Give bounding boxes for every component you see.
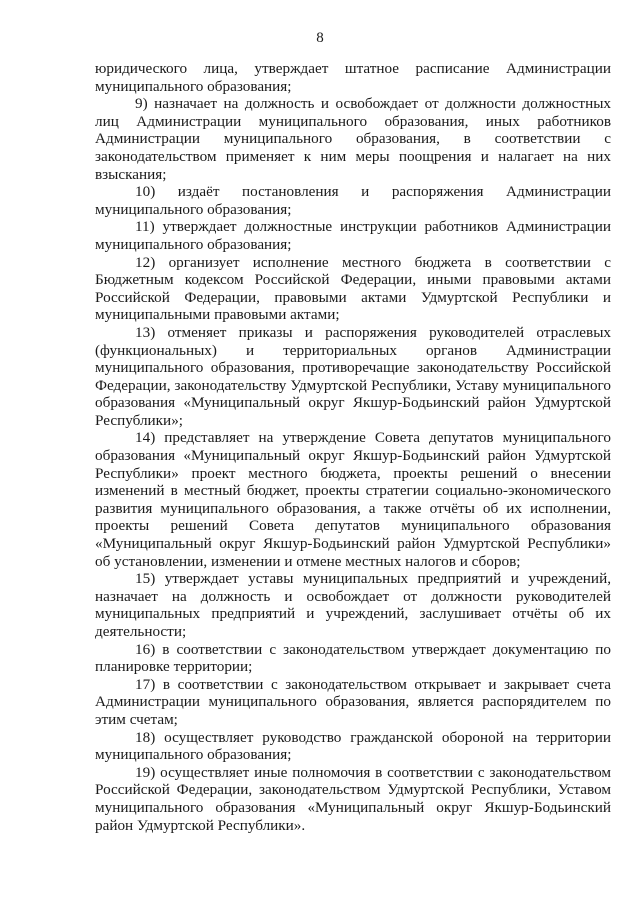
paragraph-item-19: 19) осуществляет иные полномочия в соответствии с законодательством Российской Федерации, законодательством Удмуртской Республики, Уставом муниципального образования «Муниципальный округ Якшур-Бодьинский район Удмуртской Республики». — [95, 763, 611, 834]
paragraph-item-10: 10) издаёт постановления и распоряжения Администрации муниципального образования; — [95, 183, 611, 218]
document-body — [95, 60, 611, 834]
paragraph-item-16: 16) в соответствии с законодательством утверждает документацию по планировке территории; — [95, 640, 611, 676]
paragraph-item-14: 14) представляет на утверждение Совета депутатов муниципального образования «Муниципальный округ Якшур-Бодьинский район Удмуртской Республики» проект местного бюджета, проекты решений о внесении изменений в местный бюджет, проекты стратегии социально-экономического развития муниципального образования, а также отчёты об их исполнении, проекты решений Совета депутатов муниципального образования «Муниципальный округ Якшур-Бодьинский район Удмуртской Республики» об установлении, изменении и отмене местных налогов и сборов; — [95, 429, 611, 570]
paragraph-item-13: 13) отменяет приказы и распоряжения руководителей отраслевых (функциональных) и территориальных органов Администрации муниципального образования, противоречащие законодательству Российской Федерации, законодательству Удмуртской Республики, Уставу муниципального образования «Муниципальный округ Якшур-Бодьинский район Удмуртской Республики»; — [95, 323, 611, 429]
paragraph-item-17: 17) в соответствии с законодательством открывает и закрывает счета Администрации муниципального образования, является распорядителем по этим счетам; — [95, 675, 611, 728]
paragraph-item-12: 12) организует исполнение местного бюджета в соответствии с Бюджетным кодексом Российской Федерации, иными правовыми актами Российской Федерации, правовыми актами Удмуртской Республики и муниципальными правовыми актами; — [95, 253, 611, 324]
paragraph-item-15: 15) утверждает уставы муниципальных предприятий и учреждений, назначает на должность и освобождает от должности руководителей муниципальных предприятий и учреждений, заслушивает отчёты об их деятельности; — [95, 570, 611, 640]
paragraph-item-9: 9) назначает на должность и освобождает от должности должностных лиц Администрации муниципального образования, иных работников Администрации муниципального образования, в соответствии с законодательством применяет к ним меры поощрения и налагает на них взыскания; — [95, 95, 611, 183]
paragraph-item-11: 11) утверждает должностные инструкции работников Администрации муниципального образования; — [95, 218, 611, 253]
paragraph-item-18: 18) осуществляет руководство гражданской обороной на территории муниципального образования; — [95, 728, 611, 764]
paragraph-continuation: юридического лица, утверждает штатное расписание Администрации муниципального образования; — [95, 60, 611, 95]
page-number: 8 — [316, 30, 324, 46]
